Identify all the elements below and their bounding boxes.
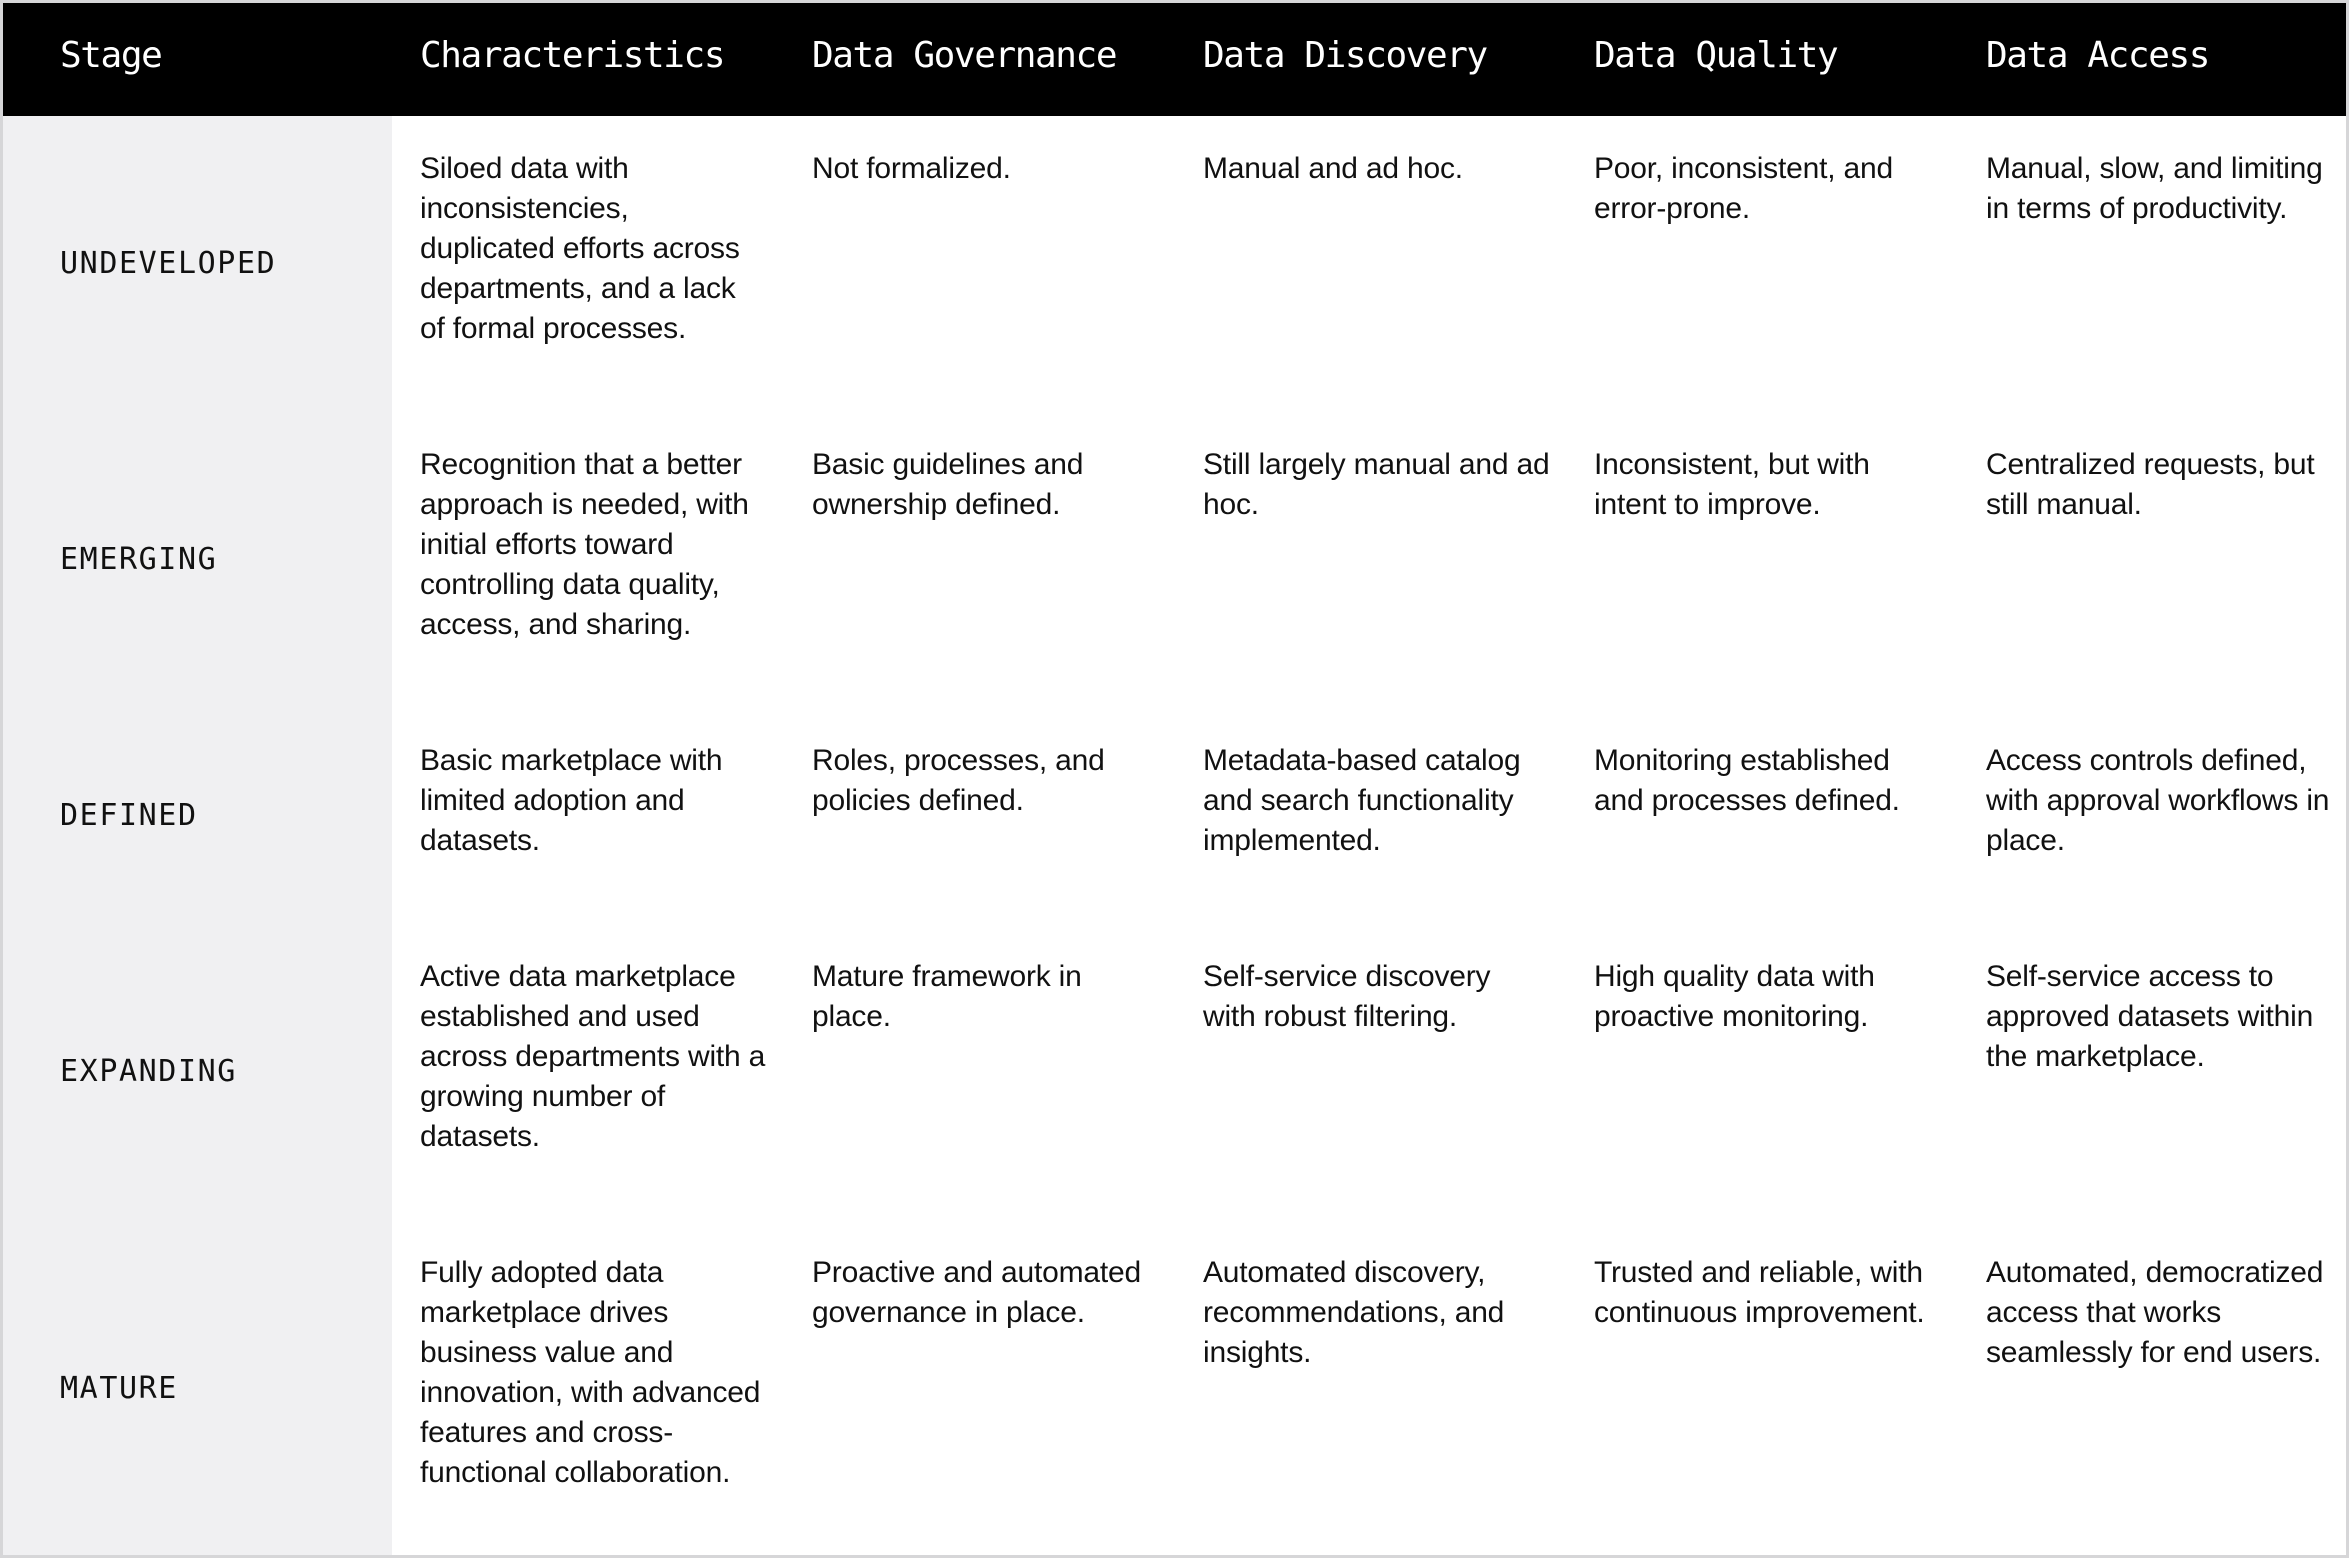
table-body: [3, 116, 2346, 1558]
characteristics-cell: Active data marketplace established and used across departments with a growing number of datasets.: [420, 960, 766, 1153]
column-header-characteristics: Characteristics: [392, 3, 784, 116]
column-header-data-governance: Data Governance: [784, 3, 1175, 116]
quality-cell: Monitoring established and processes defined.: [1594, 744, 1900, 817]
table-row-mature: [3, 1220, 2346, 1558]
discovery-cell: Automated discovery, recommendations, and insights.: [1203, 1256, 1505, 1369]
stage-label: EMERGING: [3, 412, 392, 708]
discovery-cell: Manual and ad hoc.: [1203, 152, 1463, 185]
governance-cell: Basic guidelines and ownership defined.: [812, 448, 1084, 521]
stage-label: EXPANDING: [3, 924, 392, 1220]
table-row-defined: [3, 708, 2346, 924]
table-row-undeveloped: [3, 116, 2346, 412]
table-header: [3, 3, 2346, 116]
column-header-data-access: Data Access: [1958, 3, 2346, 116]
table-row-expanding: [3, 924, 2346, 1220]
header-row: [3, 3, 2346, 116]
characteristics-cell: Basic marketplace with limited adoption and datasets.: [420, 744, 723, 857]
column-header-stage: Stage: [3, 3, 392, 116]
quality-cell: Poor, inconsistent, and error-prone.: [1594, 152, 1893, 225]
table-row-emerging: [3, 412, 2346, 708]
governance-cell: Proactive and automated governance in place.: [812, 1256, 1141, 1329]
column-header-data-quality: Data Quality: [1566, 3, 1958, 116]
governance-cell: Roles, processes, and policies defined.: [812, 744, 1105, 817]
access-cell: Self-service access to approved datasets within the marketplace.: [1986, 960, 2314, 1073]
maturity-model-table: [3, 3, 2346, 1558]
discovery-cell: Self-service discovery with robust filtering.: [1203, 960, 1491, 1033]
characteristics-cell: Recognition that a better approach is needed, with initial efforts toward controlling data quality, access, and sharing.: [420, 448, 749, 641]
stage-label: MATURE: [3, 1220, 392, 1558]
characteristics-cell: Fully adopted data marketplace drives business value and innovation, with advanced features and cross-functional collaboration.: [420, 1256, 761, 1489]
quality-cell: Inconsistent, but with intent to improve.: [1594, 448, 1870, 521]
access-cell: Centralized requests, but still manual.: [1986, 448, 2315, 521]
characteristics-cell: Siloed data with inconsistencies, duplicated efforts across departments, and a lack of formal processes.: [420, 152, 740, 345]
column-header-data-discovery: Data Discovery: [1175, 3, 1566, 116]
quality-cell: Trusted and reliable, with continuous improvement.: [1594, 1256, 1925, 1329]
quality-cell: High quality data with proactive monitoring.: [1594, 960, 1875, 1033]
discovery-cell: Still largely manual and ad hoc.: [1203, 448, 1550, 521]
access-cell: Automated, democratized access that works seamlessly for end users.: [1986, 1256, 2324, 1369]
stage-label: UNDEVELOPED: [3, 116, 392, 412]
discovery-cell: Metadata-based catalog and search functionality implemented.: [1203, 744, 1521, 857]
stage-label: DEFINED: [3, 708, 392, 924]
governance-cell: Mature framework in place.: [812, 960, 1082, 1033]
access-cell: Access controls defined, with approval workflows in place.: [1986, 744, 2330, 857]
governance-cell: Not formalized.: [812, 152, 1011, 185]
access-cell: Manual, slow, and limiting in terms of productivity.: [1986, 152, 2323, 225]
